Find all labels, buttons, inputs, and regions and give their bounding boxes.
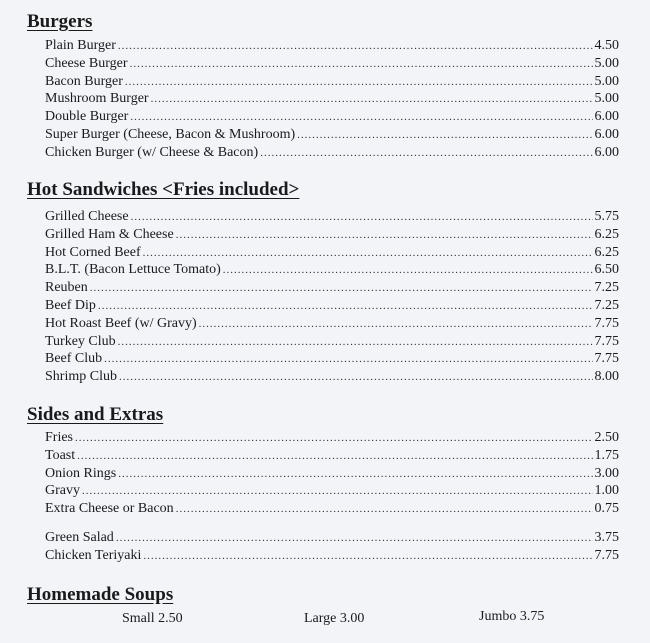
menu-item-name: Mushroom Burger	[45, 91, 149, 107]
menu-item	[45, 465, 619, 483]
menu-item-price: 3.00	[594, 465, 619, 481]
menu-item-name: Grilled Cheese	[45, 209, 129, 224]
menu-item	[45, 144, 619, 162]
dot-leader	[82, 483, 593, 501]
menu-item	[45, 90, 619, 108]
menu-item-name: Shrimp Club	[45, 369, 117, 385]
dot-leader	[176, 501, 593, 519]
hot-sandwiches-list	[45, 208, 619, 386]
dot-leader	[130, 109, 592, 127]
menu-item	[45, 333, 619, 351]
menu-item-name: Chicken Burger (w/ Cheese & Bacon)	[45, 144, 259, 160]
menu-item-name: Onion Rings	[45, 465, 117, 481]
menu-item	[45, 547, 619, 565]
menu-item	[45, 529, 619, 547]
menu-item-price: 3.75	[594, 529, 619, 545]
dot-leader	[116, 530, 593, 548]
menu-item-price: 6.00	[594, 109, 619, 125]
menu-item-name: Green Salad	[45, 529, 114, 545]
soup-size-large: Large 3.00	[304, 611, 365, 626]
menu-item-name: Hot Corned Beef	[45, 244, 141, 260]
menu-item-price: 5.75	[594, 209, 619, 224]
menu-item-price: 5.00	[594, 91, 619, 107]
menu-item-price: 6.00	[594, 126, 619, 142]
menu-item-name: Gravy	[45, 483, 80, 499]
menu-item-price: 6.25	[594, 244, 619, 260]
menu-item-price: 6.00	[594, 144, 619, 160]
dot-leader	[297, 127, 592, 145]
menu-item	[45, 368, 619, 386]
menu-item-price: 4.50	[594, 38, 619, 53]
spacer	[45, 518, 619, 529]
menu-item-name: Toast	[45, 447, 76, 463]
menu-item	[45, 37, 619, 55]
dot-leader	[143, 245, 593, 263]
menu-item-price: 6.25	[594, 226, 619, 242]
menu-item	[45, 108, 619, 126]
menu-item-name: B.L.T. (Bacon Lettuce Tomato)	[45, 262, 221, 278]
soups-heading: Homemade Soups	[27, 584, 174, 605]
menu-item-price: 7.25	[594, 297, 619, 313]
menu-item-name: Plain Burger	[45, 38, 116, 53]
dot-leader	[118, 334, 593, 352]
menu-item	[45, 73, 619, 91]
menu-item-price: 2.50	[594, 430, 619, 445]
menu-item	[45, 429, 619, 447]
menu-item-price: 7.25	[594, 280, 619, 296]
menu-item	[45, 482, 619, 500]
burgers-list	[45, 37, 619, 162]
dot-leader	[151, 91, 593, 109]
dot-leader	[131, 209, 593, 227]
menu-item-price: 7.75	[594, 315, 619, 331]
menu-item-price: 5.00	[594, 73, 619, 89]
menu-item-price: 1.00	[594, 483, 619, 499]
menu-item	[45, 315, 619, 333]
menu-item-name: Turkey Club	[45, 333, 116, 349]
menu-item	[45, 244, 619, 262]
menu-item-name: Bacon Burger	[45, 73, 123, 89]
menu-item-price: 6.50	[594, 262, 619, 278]
menu-item-name: Cheese Burger	[45, 55, 128, 71]
dot-leader	[125, 74, 593, 92]
menu-item-name: Extra Cheese or Bacon	[45, 501, 174, 517]
menu-item-name: Hot Roast Beef (w/ Gravy)	[45, 315, 197, 331]
menu-item-price: 0.75	[594, 501, 619, 517]
dot-leader	[199, 316, 593, 334]
dot-leader	[118, 38, 593, 56]
hot-sandwiches-heading: Hot Sandwiches <Fries included>	[27, 179, 300, 200]
menu-item	[45, 500, 619, 518]
dot-leader	[118, 466, 592, 484]
menu-item-name: Chicken Teriyaki	[45, 547, 142, 563]
dot-leader	[90, 280, 593, 298]
menu-item	[45, 261, 619, 279]
dot-leader	[104, 351, 592, 369]
menu-item-price: 1.75	[594, 447, 619, 463]
dot-leader	[77, 448, 592, 466]
menu-item-name: Double Burger	[45, 109, 129, 125]
sides-heading: Sides and Extras	[27, 404, 164, 425]
menu-item-price: 8.00	[594, 369, 619, 385]
soup-size-small: Small 2.50	[122, 611, 183, 626]
dot-leader	[119, 369, 593, 387]
menu-item-name: Reuben	[45, 280, 88, 296]
menu-item	[45, 55, 619, 73]
burgers-heading: Burgers	[27, 11, 93, 32]
menu-item-name: Fries	[45, 430, 73, 445]
menu-item-name: Beef Dip	[45, 297, 96, 313]
menu-item-price: 7.75	[594, 351, 619, 367]
menu-item	[45, 126, 619, 144]
menu-item-name: Grilled Ham & Cheese	[45, 226, 174, 242]
menu-item	[45, 208, 619, 226]
dot-leader	[130, 56, 593, 74]
menu-item-price: 7.75	[594, 333, 619, 349]
dot-leader	[75, 430, 593, 448]
dot-leader	[176, 227, 593, 245]
menu-item	[45, 447, 619, 465]
dot-leader	[223, 262, 593, 280]
menu-item-name: Beef Club	[45, 351, 103, 367]
menu-item-name: Super Burger (Cheese, Bacon & Mushroom)	[45, 126, 296, 142]
menu-item-price: 5.00	[594, 55, 619, 71]
menu-item	[45, 226, 619, 244]
menu-item	[45, 279, 619, 297]
soup-size-jumbo: Jumbo 3.75	[479, 609, 545, 624]
menu-item	[45, 297, 619, 315]
menu-item	[45, 350, 619, 368]
dot-leader	[260, 145, 592, 163]
menu-item-price: 7.75	[594, 547, 619, 563]
dot-leader	[98, 298, 593, 316]
dot-leader	[143, 548, 592, 566]
sides-list	[45, 429, 619, 565]
